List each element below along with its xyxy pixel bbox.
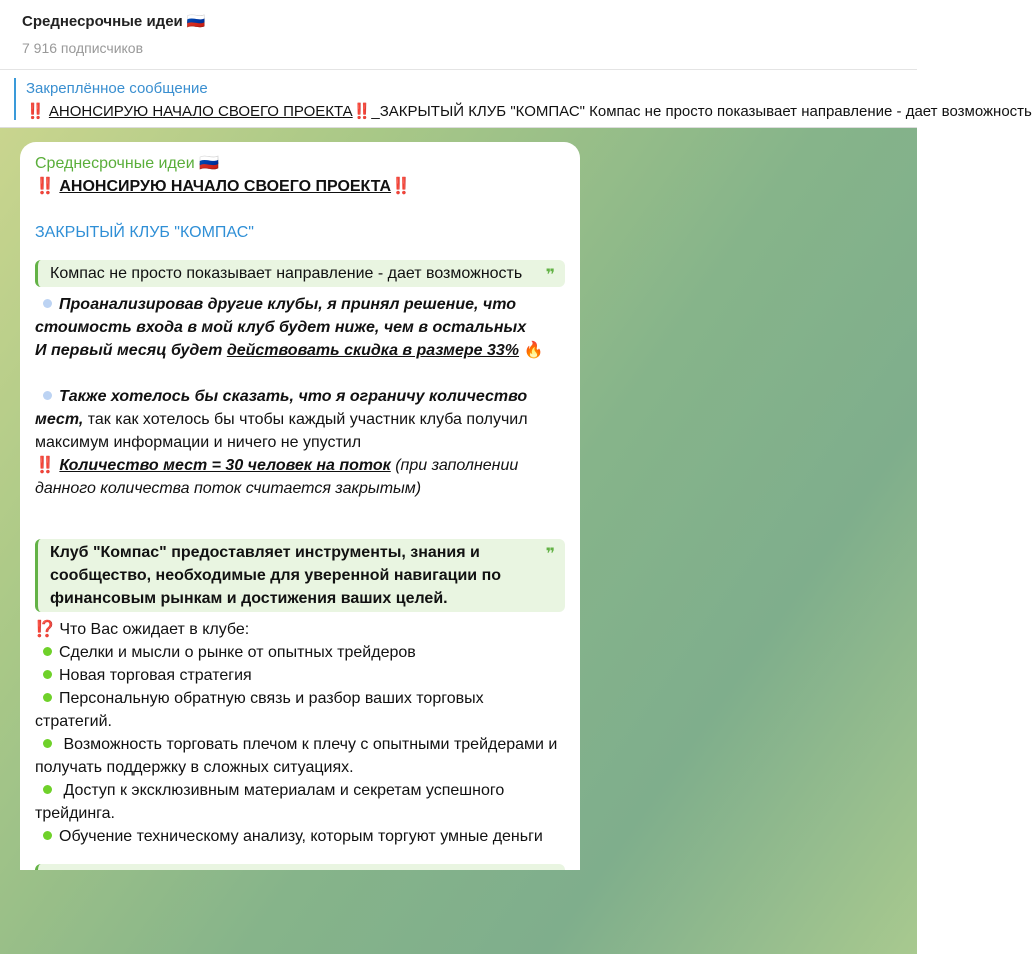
list-item-text: Обучение техническому анализу, которым торгуют умные деньги (59, 828, 543, 845)
list-item (35, 664, 565, 687)
message-headline (35, 175, 565, 198)
paragraph-discount (35, 293, 565, 362)
list-item (35, 641, 565, 664)
blockquote-next (35, 864, 565, 870)
list-item-text: Новая торговая стратегия (59, 667, 252, 684)
quote-text: Клуб "Компас" предоставляет инструменты, знания и сообщество, необходимые для уверенной навигации по финансовым рынкам и достижения ваших целей. (50, 544, 502, 607)
list-item (35, 733, 565, 779)
seats-underlined: Количество мест = 30 человек на поток (59, 457, 391, 474)
pinned-accent-bar (14, 78, 16, 120)
green-dot-icon (43, 670, 52, 679)
message-sender[interactable]: Среднесрочные идеи 🇷🇺 (35, 155, 220, 172)
pinned-message-bar[interactable] (0, 70, 1032, 128)
limit-text: так как хотелось бы чтобы каждый участник клуба получил максимум информации и ничего не упустил (35, 411, 528, 451)
double-exclamation-icon: ‼️ (26, 103, 45, 120)
pinned-rest: _ЗАКРЫТЫЙ КЛУБ "КОМПАС" Компас не просто показывает направление - дает возможность (371, 103, 1032, 120)
channel-title: Среднесрочные идеи 🇷🇺 (22, 13, 206, 30)
expect-title (35, 618, 565, 641)
double-exclamation-icon: ‼️ (352, 103, 372, 120)
green-dot-icon (43, 693, 52, 702)
green-dot-icon (43, 739, 52, 748)
club-link[interactable]: ЗАКРЫТЫЙ КЛУБ "КОМПАС" (35, 224, 254, 241)
blockquote (35, 260, 565, 287)
pinned-preview (26, 101, 1032, 123)
green-dot-icon (43, 647, 52, 656)
exclamation-question-icon: ⁉️ (35, 621, 55, 638)
expect-title-text: Что Вас ожидает в клубе: (59, 621, 250, 638)
chat-background (0, 128, 917, 954)
subscriber-count: 7 916 подписчиков (22, 40, 144, 56)
green-dot-icon (43, 831, 52, 840)
seats-note: (при заполнении данного количества поток считается закрытым) (35, 457, 519, 497)
list-item-text: Возможность торговать плечом к плечу с опытными трейдерами и получать поддержку в сложных ситуациях. (35, 736, 558, 776)
discount-line2: И первый месяц будет (35, 342, 227, 359)
paragraph-limit (35, 385, 565, 454)
message-bubble (20, 142, 580, 870)
pinned-headline: АНОНСИРУЮ НАЧАЛО СВОЕГО ПРОЕКТА (48, 103, 353, 120)
list-item-text: Персональную обратную связь и разбор ваших торговых стратегий. (35, 690, 484, 730)
quote-text: Компас не просто показывает направление - дает возможность (50, 265, 523, 282)
list-item-text: Сделки и мысли о рынке от опытных трейдеров (59, 644, 416, 661)
double-exclamation-icon: ‼️ (35, 457, 55, 474)
headline-text: АНОНСИРУЮ НАЧАЛО СВОЕГО ПРОЕКТА (59, 178, 392, 195)
list-item-text: Доступ к эксклюзивным материалам и секретам успешного трейдинга. (35, 782, 505, 822)
pinned-label: Закреплённое сообщение (26, 80, 208, 97)
double-exclamation-icon: ‼️ (391, 178, 411, 195)
quote-icon: ❞ (545, 546, 555, 563)
paragraph-seats (35, 454, 565, 500)
discount-underlined: действовать скидка в размере 33% (226, 342, 520, 359)
discount-text: Проанализировав другие клубы, я принял решение, что стоимость входа в мой клуб будет ниже, чем в остальных (35, 296, 527, 336)
blockquote (35, 539, 565, 612)
fire-icon: 🔥 (523, 342, 544, 359)
double-exclamation-icon: ‼️ (35, 178, 55, 195)
channel-header[interactable] (0, 0, 917, 70)
list-item (35, 825, 565, 848)
blue-dot-icon (43, 299, 52, 308)
blue-dot-icon (43, 391, 52, 400)
limit-bold: Также хотелось бы сказать, что я ограничу количество мест, (35, 388, 528, 428)
quote-icon: ❞ (545, 267, 555, 284)
list-item (35, 779, 565, 825)
list-item (35, 687, 565, 733)
green-dot-icon (43, 785, 52, 794)
